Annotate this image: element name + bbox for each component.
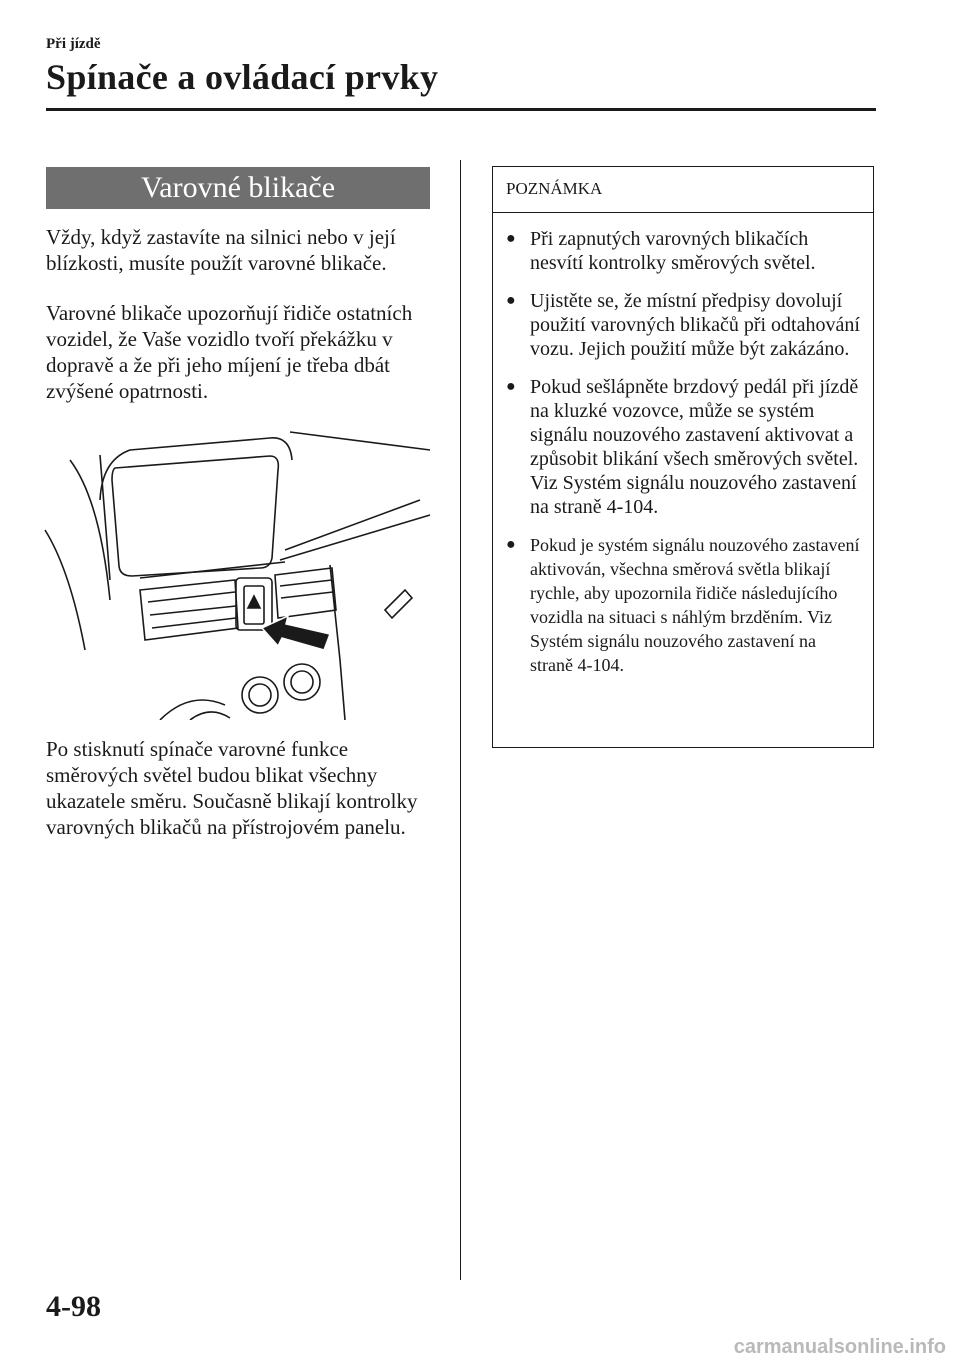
section-heading: Varovné blikače: [46, 167, 430, 209]
column-divider: [460, 160, 461, 1280]
bullet-icon: ●: [506, 378, 516, 395]
paragraph-operation: Po stisknutí spínače varovné funkce směrových světel budou blikat všechny ukazatele směru. Současně blikají kontrolky varovných blikačů na přístrojovém panelu.: [46, 737, 418, 839]
note-item-text: Při zapnutých varovných blikačích nesvítí kontrolky směrových světel.: [530, 228, 816, 274]
note-item: [506, 533, 863, 677]
note-item-text: Ujistěte se, že místní předpisy dovolují použití varovných blikačů při odtahování vozu. Jejich použití může být zakázáno.: [530, 290, 860, 360]
note-item: [506, 227, 863, 275]
section-label: Při jízdě: [46, 36, 101, 52]
paragraph-purpose: Varovné blikače upozorňují řidiče ostatních vozidel, že Vaše vozidlo tvoří překážku v dopravě a že při jeho míjení je třeba dbát zvýšené opatrnosti.: [46, 301, 413, 403]
bullet-icon: ●: [506, 230, 516, 247]
hazard-switch-illustration: [40, 420, 440, 720]
note-box: [492, 166, 874, 748]
watermark: carmanualsonline.info: [733, 1336, 946, 1358]
paragraph-intro: Vždy, když zastavíte na silnici nebo v její blízkosti, musíte použít varovné blikače.: [46, 225, 396, 275]
note-item-text: Pokud sešlápněte brzdový pedál při jízdě na kluzké vozovce, může se systém signálu nouzového zastavení aktivovat a způsobit blikání všech směrových světel. Viz Systém signálu nouzového zastavení na straně 4-104.: [530, 376, 859, 518]
title-rule: [46, 108, 876, 111]
note-item: [506, 375, 863, 519]
bullet-icon: ●: [506, 292, 516, 309]
page-title: Spínače a ovládací prvky: [46, 57, 439, 97]
note-item-text: Pokud je systém signálu nouzového zastavení aktivován, všechna směrová světla blikají rychle, aby upozornila řidiče následujícího vozidla na situaci s náhlým brzděním. Viz Systém signálu nouzového zastavení na straně 4-104.: [530, 535, 860, 675]
page-number: 4-98: [46, 1290, 101, 1323]
note-list: [493, 213, 873, 677]
bullet-icon: ●: [506, 536, 516, 553]
note-item: [506, 289, 863, 361]
note-title: POZNÁMKA: [493, 167, 873, 213]
